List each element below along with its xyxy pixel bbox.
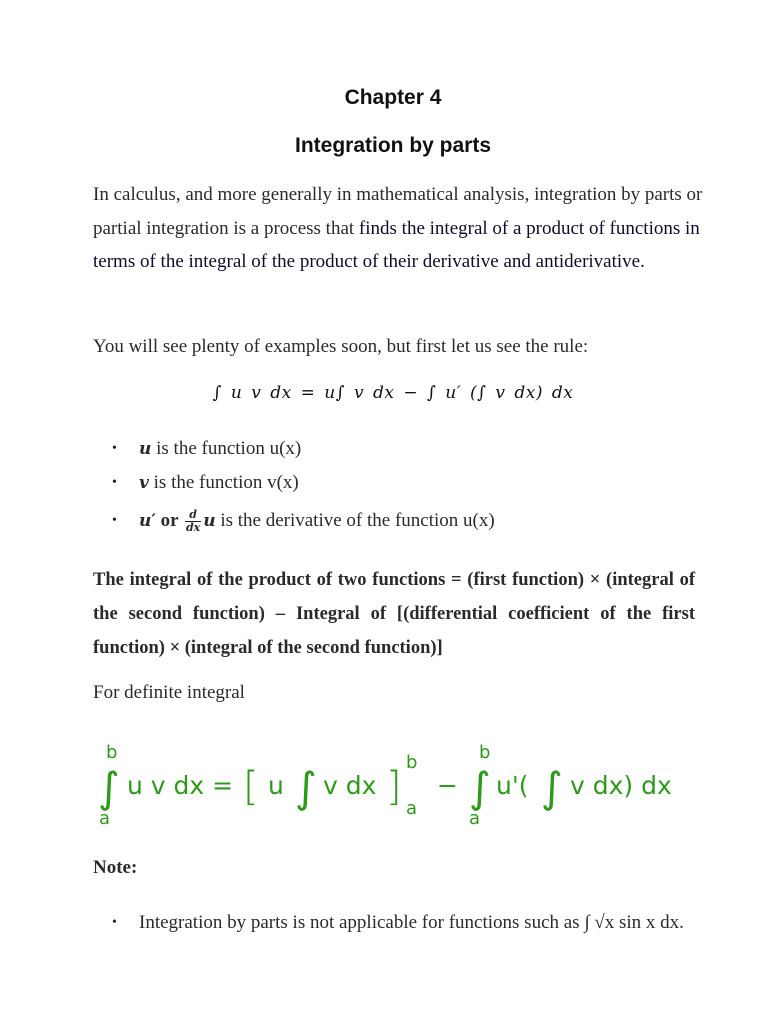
u-prime-term: u'( [496,771,529,800]
section-title: Integration by parts [294,134,492,157]
intro-text-start: In calculus, and more generally in mathematical analysis, integration by parts or partial integration is a process that [93,184,703,239]
open-bracket: [ [243,764,259,810]
fraction-numerator: d [185,509,201,522]
bullet-icon: • [112,513,117,528]
bullet-icon: • [112,475,117,490]
or-word: or [155,510,183,531]
lower-limit: a [99,808,111,829]
list-item-text: is the derivative of the function u(x) [215,510,495,531]
lower-limit: a [406,798,418,819]
rule-formula: ∫ u v dx = u∫ v dx − ∫ u′ (∫ v dx) dx [212,383,574,403]
rule-statement: The integral of the product of two functions = (first function) × (integral of the second function) – Integral of [(differential coefficient of the first function) × (integral of the second function)] [93,570,695,658]
derivative-fraction [185,509,201,534]
note-list [112,906,692,940]
symbol-u: u [203,511,216,531]
bullet-icon: • [112,915,117,930]
integral-sign-icon: ∫ [295,763,317,812]
intro-paragraph [93,178,703,279]
lhs-expression: u v dx = [127,771,234,800]
list-item-text: is the function u(x) [151,438,302,459]
integral-sign-icon: ∫ [541,763,563,812]
symbol-v: v [139,473,149,493]
note-text: Integration by parts is not applicable for functions such as ∫ √x sin x dx. [139,912,684,933]
intro-text-end: finds the integral of a product of functions in terms of the integral of the product of their derivative and antiderivative. [93,217,700,272]
integral-sign-icon: ∫ [98,763,120,812]
tail-expression: v dx) dx [570,771,672,800]
lead-paragraph: You will see plenty of examples soon, but first let us see the rule: [93,336,589,357]
integral-sign-icon: ∫ [469,763,491,812]
fraction-denominator: dx [185,521,201,535]
chapter-heading: Chapter 4 [344,86,442,109]
lower-limit: a [469,808,481,829]
u-term: u [268,771,284,800]
definite-integral-label: For definite integral [93,682,245,703]
close-bracket: ] [386,764,402,810]
list-item [112,906,692,940]
definition-list [112,434,712,540]
list-item-text: is the function v(x) [148,472,299,493]
list-item [112,468,712,502]
upper-limit: b [406,752,418,773]
minus-sign: − [437,771,458,800]
symbol-u: u [139,439,152,459]
symbol-u-prime: u′ [139,511,156,531]
note-heading: Note: [93,857,138,878]
definite-integral-formula [90,734,690,834]
bullet-icon: • [112,441,117,456]
upper-limit: b [106,742,118,763]
upper-limit: b [479,742,491,763]
v-dx-term: v dx [323,771,377,800]
list-item [112,506,712,540]
list-item [112,434,712,468]
